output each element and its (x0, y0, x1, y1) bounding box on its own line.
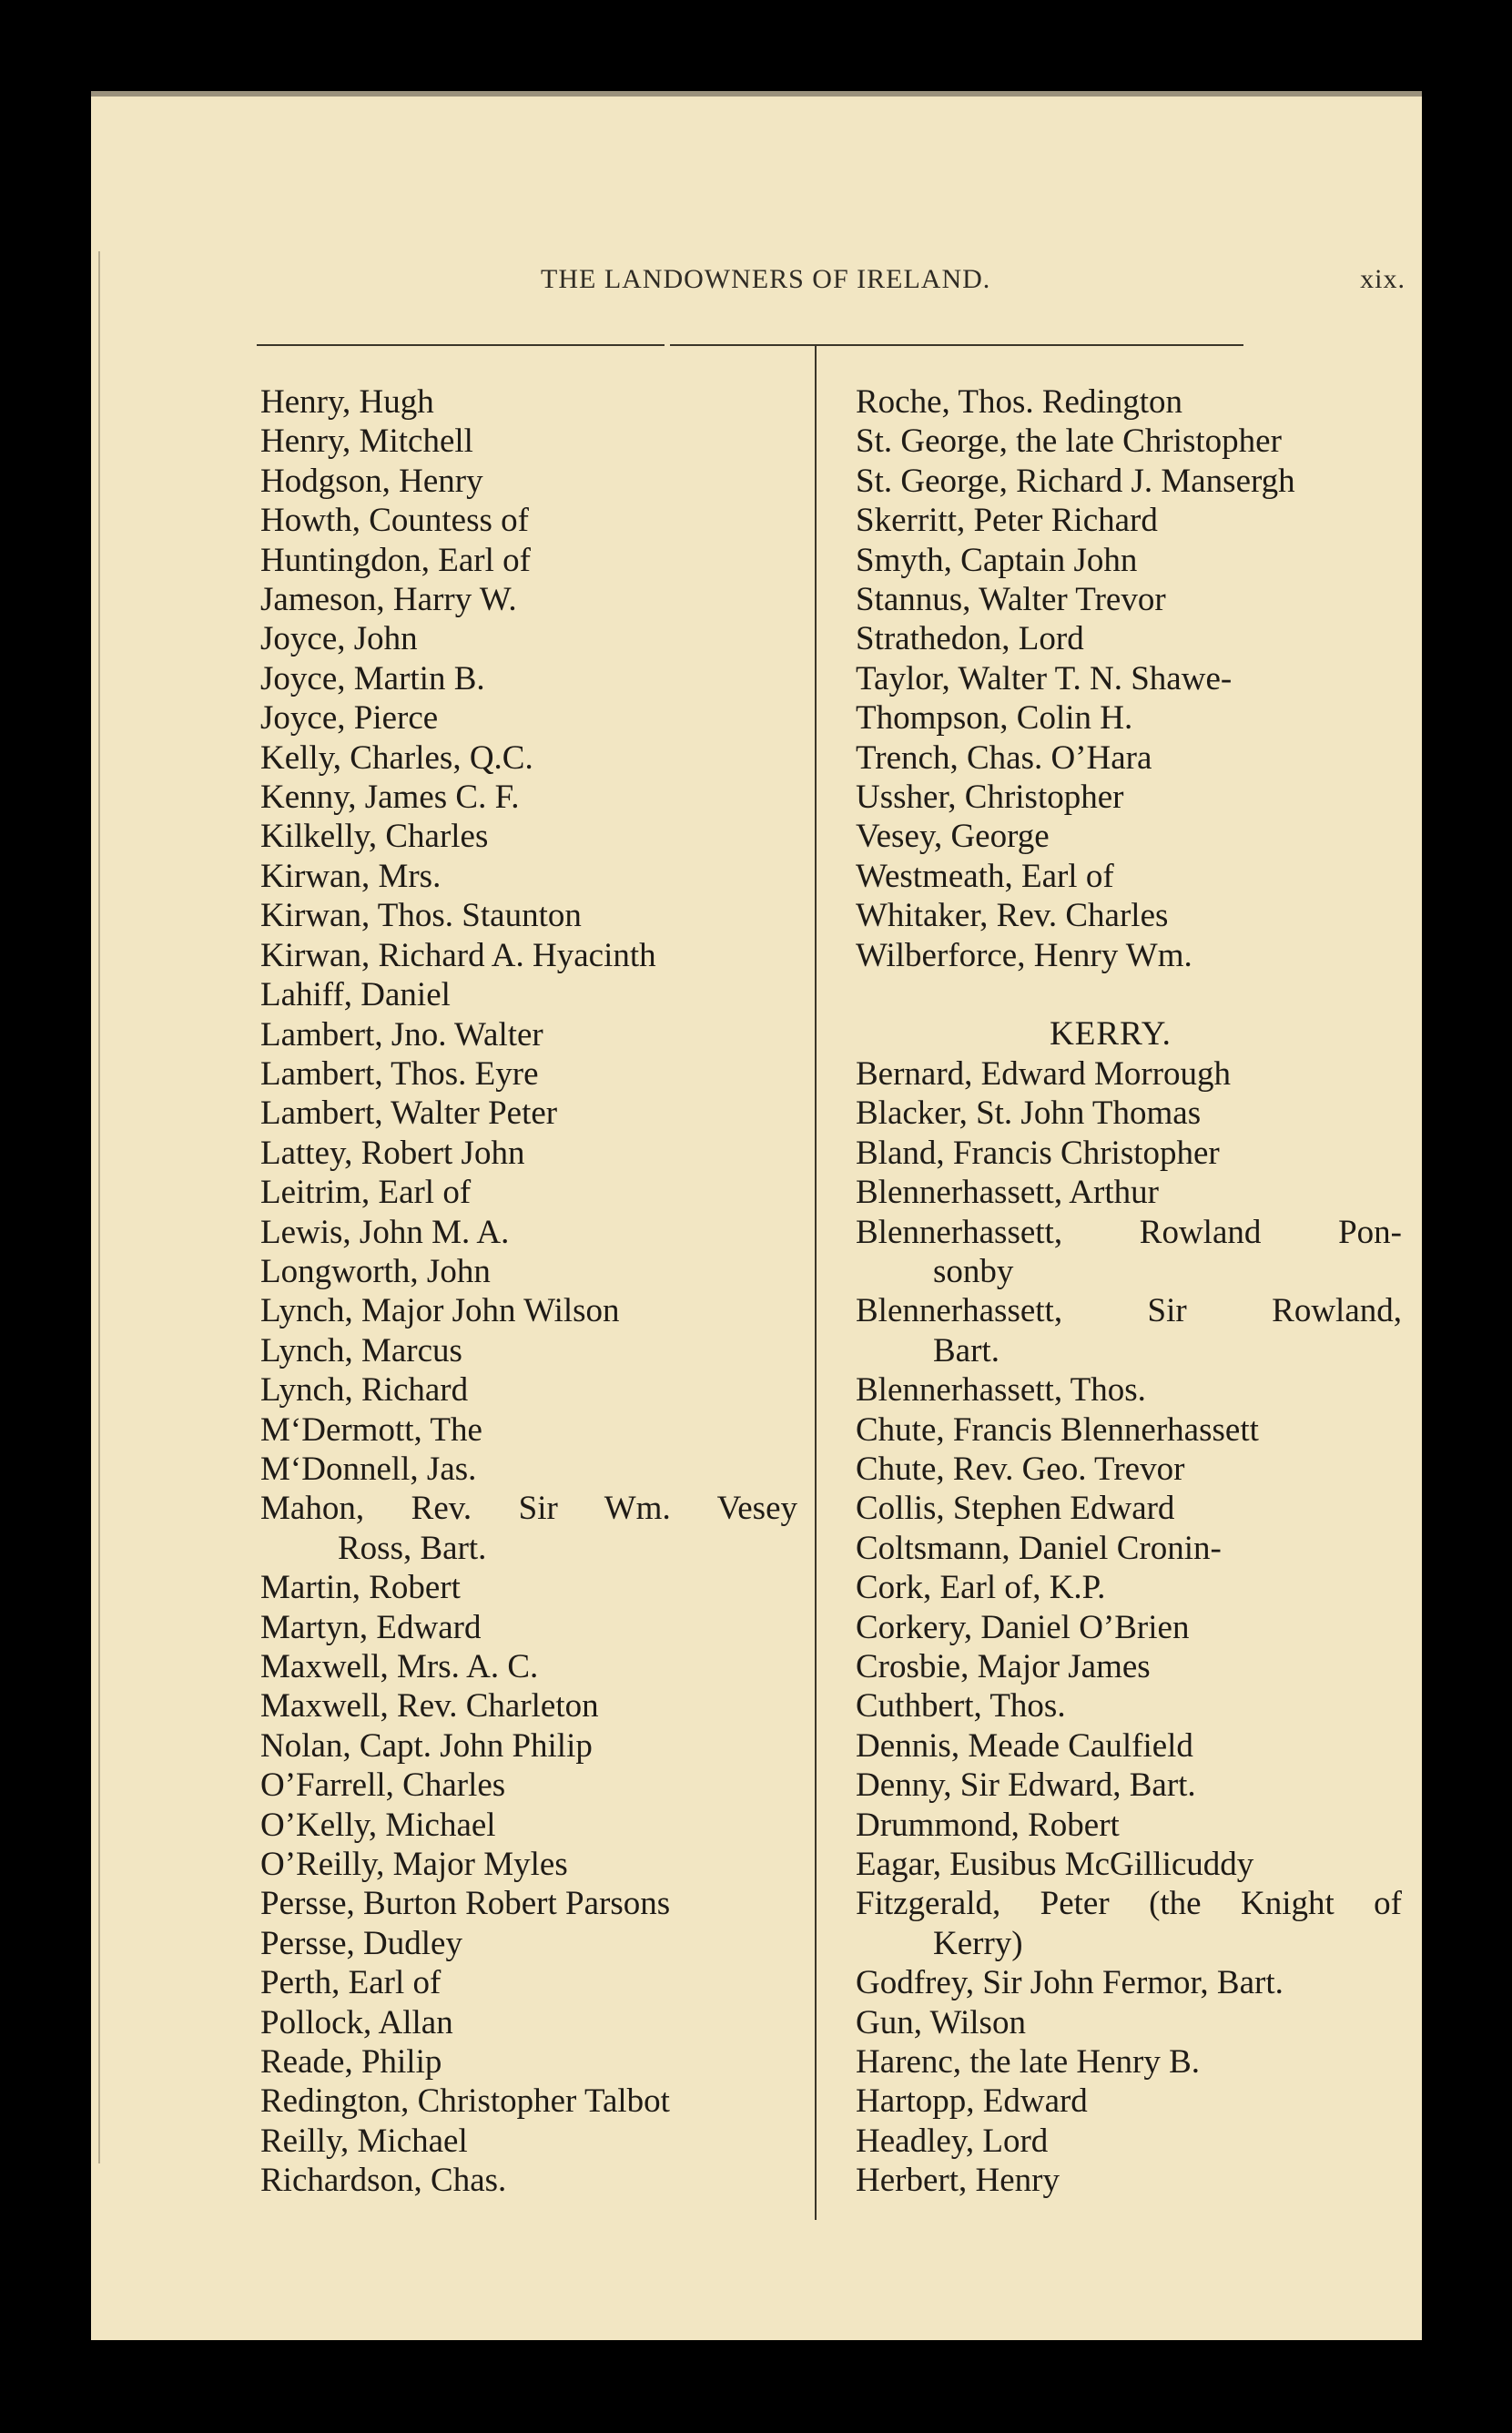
landowner-name: Thompson, Colin H. (856, 699, 1133, 738)
landowner-name: Harenc, the late Henry B. (856, 2043, 1201, 2082)
landowner-name: Corkery, Daniel O’Brien (856, 1608, 1190, 1646)
landowner-entry (856, 1568, 1402, 1607)
landowner-name: Headley, Lord (856, 2122, 1049, 2160)
landowner-name: O’Farrell, Charles (260, 1766, 506, 1805)
landowner-entry (856, 1608, 1402, 1647)
landowner-name: Howth, Countess of (260, 502, 529, 540)
landowner-name: Lambert, Thos. Eyre (260, 1054, 539, 1093)
landowner-entry (260, 580, 797, 619)
landowner-entry (856, 2042, 1402, 2082)
landowner-entry (260, 1450, 797, 1489)
landowner-name: Drummond, Robert (856, 1806, 1120, 1844)
landowner-name: Lynch, Marcus (260, 1331, 462, 1369)
landowner-name: Nolan, Capt. John Philip (260, 1726, 593, 1765)
landowner-entry (856, 2122, 1402, 2161)
landowner-entry (260, 975, 797, 1014)
landowner-entry (856, 462, 1402, 501)
landowner-name: Gun, Wilson (856, 2003, 1026, 2041)
landowner-entry (260, 2042, 797, 2082)
landowner-name: Kilkelly, Charles (260, 818, 489, 856)
landowner-name: Coltsmann, Daniel Cronin- (856, 1529, 1222, 1567)
landowner-entry (856, 1647, 1402, 1686)
landowner-name-continuation: sonby (933, 1252, 1014, 1290)
landowner-entry (260, 382, 797, 422)
landowner-entry (856, 1845, 1402, 1884)
landowner-entry (856, 1213, 1402, 1292)
left-column (260, 382, 797, 2201)
right-column (856, 382, 1402, 2201)
landowner-name: Cork, Earl of, K.P. (856, 1569, 1106, 1607)
landowner-entry (260, 2082, 797, 2121)
landowner-entry (260, 1726, 797, 1766)
landowner-name: O’Reilly, Major Myles (260, 1846, 568, 1884)
landowner-name: Wilberforce, Henry Wm. (856, 936, 1192, 974)
landowner-entry (856, 422, 1402, 461)
landowner-name: Martyn, Edward (260, 1608, 482, 1646)
landowner-entry (856, 1134, 1402, 1173)
landowner-name: Perth, Earl of (260, 1964, 441, 2002)
landowner-entry (260, 857, 797, 896)
landowner-name: Bland, Francis Christopher (856, 1134, 1220, 1172)
landowner-name: Blacker, St. John Thomas (856, 1094, 1202, 1133)
landowner-entry (856, 1450, 1402, 1489)
landowner-name: Pollock, Allan (260, 2003, 453, 2041)
landowner-name: M‘Dermott, The (260, 1410, 482, 1449)
landowner-entry (260, 1370, 797, 1410)
landowner-name: M‘Donnell, Jas. (260, 1450, 477, 1488)
landowner-entry (260, 1015, 797, 1054)
landowner-name: Lattey, Robert John (260, 1134, 525, 1172)
landowner-name: Joyce, John (260, 620, 418, 658)
landowner-name: Kirwan, Mrs. (260, 857, 441, 895)
running-head (91, 264, 1422, 310)
landowner-name: Hodgson, Henry (260, 462, 483, 500)
landowner-name: Hartopp, Edward (856, 2082, 1088, 2121)
header-rule-right (670, 344, 1243, 346)
landowner-entry (260, 659, 797, 698)
landowner-name: Huntingdon, Earl of (260, 541, 531, 579)
right-column-entries (856, 382, 1402, 975)
landowner-entry (856, 382, 1402, 422)
landowner-name: Joyce, Pierce (260, 699, 439, 738)
landowner-entry (260, 422, 797, 461)
landowner-name: Vesey, George (856, 818, 1050, 856)
landowner-entry (260, 1884, 797, 1923)
landowner-name: Reade, Philip (260, 2043, 442, 2082)
landowner-entry (856, 2003, 1402, 2042)
landowner-entry (856, 1370, 1402, 1410)
landowner-entry (856, 619, 1402, 658)
landowner-name: Kelly, Charles, Q.C. (260, 738, 533, 777)
landowner-name: Mahon, Rev. Sir Wm. Vesey (260, 1490, 797, 1528)
landowner-name: Henry, Mitchell (260, 422, 473, 461)
landowner-entry (260, 1331, 797, 1370)
landowner-entry (260, 1252, 797, 1291)
kerry-entries (856, 1054, 1402, 2201)
landowner-entry (856, 1489, 1402, 1528)
landowner-entry (856, 1054, 1402, 1094)
landowner-entry (856, 1884, 1402, 1963)
landowner-entry (856, 1529, 1402, 1568)
landowner-entry (856, 2082, 1402, 2121)
landowner-name: Richardson, Chas. (260, 2162, 507, 2200)
landowner-entry (260, 1845, 797, 1884)
landowner-entry (856, 936, 1402, 975)
landowner-name: Persse, Burton Robert Parsons (260, 1885, 671, 1923)
landowner-entry (856, 896, 1402, 935)
landowner-name: Lahiff, Daniel (260, 976, 451, 1014)
landowner-entry (260, 936, 797, 975)
landowner-name: Cuthbert, Thos. (856, 1687, 1066, 1725)
landowner-entry (260, 541, 797, 580)
book-page (91, 91, 1422, 2340)
landowner-name: Dennis, Meade Caulfield (856, 1726, 1193, 1765)
landowner-name: Trench, Chas. O’Hara (856, 738, 1152, 777)
landowner-entry (260, 619, 797, 658)
page-edge-rule (98, 251, 100, 2163)
landowner-name: Herbert, Henry (856, 2162, 1060, 2200)
landowner-entry (856, 580, 1402, 619)
landowner-name: Reilly, Michael (260, 2122, 468, 2160)
landowner-entry (260, 2003, 797, 2042)
landowner-entry (260, 1924, 797, 1963)
landowner-entry (856, 541, 1402, 580)
landowner-name: Collis, Stephen Edward (856, 1490, 1175, 1528)
running-title: THE LANDOWNERS OF IRELAND. (541, 264, 991, 294)
landowner-name: Denny, Sir Edward, Bart. (856, 1766, 1196, 1805)
landowner-name: Persse, Dudley (260, 1924, 462, 1962)
landowner-name: Smyth, Captain John (856, 541, 1138, 579)
landowner-name: Lambert, Walter Peter (260, 1094, 558, 1133)
landowner-name: Blennerhassett, Sir Rowland, (856, 1292, 1402, 1330)
landowner-entry (856, 1410, 1402, 1450)
landowner-name: Bernard, Edward Morrough (856, 1054, 1232, 1093)
landowner-entry (260, 817, 797, 856)
landowner-entry (260, 1806, 797, 1845)
landowner-entry (260, 778, 797, 817)
landowner-name-continuation: Kerry) (933, 1924, 1023, 1962)
landowner-name: Kenny, James C. F. (260, 779, 520, 817)
column-divider (815, 344, 817, 2220)
landowner-name: Lewis, John M. A. (260, 1213, 510, 1251)
landowner-entry (856, 659, 1402, 698)
landowner-entry (260, 1608, 797, 1647)
landowner-name: Skerritt, Peter Richard (856, 502, 1158, 540)
landowner-entry (856, 1806, 1402, 1845)
landowner-entry (856, 1291, 1402, 1370)
landowner-name: Lynch, Major John Wilson (260, 1292, 620, 1330)
landowner-name: Eagar, Eusibus McGillicuddy (856, 1846, 1254, 1884)
landowner-name: Jameson, Harry W. (260, 581, 517, 619)
landowner-entry (856, 778, 1402, 817)
landowner-entry (856, 1726, 1402, 1766)
section-heading-kerry: KERRY. (1050, 1015, 1172, 1054)
landowner-entry (260, 501, 797, 540)
landowner-entry (260, 1054, 797, 1094)
landowner-name: Blennerhassett, Thos. (856, 1371, 1146, 1410)
landowner-entry (260, 698, 797, 738)
landowner-name: Crosbie, Major James (856, 1647, 1151, 1685)
landowner-entry (856, 1963, 1402, 2002)
landowner-name: Stannus, Walter Trevor (856, 581, 1166, 619)
landowner-entry (856, 817, 1402, 856)
landowner-name: Maxwell, Mrs. A. C. (260, 1648, 539, 1685)
landowner-name-continuation: Ross, Bart. (338, 1529, 487, 1567)
landowner-name: St. George, the late Christopher (856, 422, 1282, 461)
landowner-name: Strathedon, Lord (856, 620, 1084, 658)
landowner-name: Chute, Rev. Geo. Trevor (856, 1450, 1185, 1488)
landowner-name: Henry, Hugh (260, 383, 434, 421)
landowner-entry (856, 1094, 1402, 1133)
landowner-entry (260, 1489, 797, 1568)
landowner-name: Godfrey, Sir John Fermor, Bart. (856, 1964, 1284, 2002)
landowner-entry (260, 1094, 797, 1133)
landowner-entry (260, 1134, 797, 1173)
landowner-entry (856, 698, 1402, 738)
landowner-entry (856, 2161, 1402, 2200)
landowner-name: Blennerhassett, Arthur (856, 1174, 1159, 1212)
landowner-name: Longworth, John (260, 1252, 491, 1290)
landowner-entry (260, 1686, 797, 1725)
landowner-name: Lynch, Richard (260, 1371, 469, 1410)
landowner-name: Kirwan, Thos. Staunton (260, 897, 582, 935)
landowner-entry (260, 1963, 797, 2002)
landowner-name: Redington, Christopher Talbot (260, 2082, 670, 2121)
landowner-name-continuation: Bart. (933, 1331, 1000, 1369)
landowner-entry (260, 2161, 797, 2200)
landowner-entry (260, 462, 797, 501)
landowner-entry (856, 1686, 1402, 1725)
landowner-entry (260, 1647, 797, 1686)
landowner-name: Roche, Thos. Redington (856, 383, 1183, 421)
landowner-name: Chute, Francis Blennerhassett (856, 1410, 1259, 1449)
landowner-entry (856, 1173, 1402, 1212)
landowner-name: Taylor, Walter T. N. Shawe- (856, 659, 1233, 697)
header-rule-left (257, 344, 665, 346)
landowner-entry (260, 1568, 797, 1607)
page-number: xix. (1360, 264, 1405, 294)
landowner-name: Joyce, Martin B. (260, 659, 485, 697)
landowner-name: Leitrim, Earl of (260, 1174, 472, 1212)
landowner-entry (260, 1766, 797, 1805)
landowner-name: Martin, Robert (260, 1569, 461, 1607)
landowner-name: Lambert, Jno. Walter (260, 1015, 543, 1054)
landowner-entry (260, 1213, 797, 1252)
landowner-name: Kirwan, Richard A. Hyacinth (260, 936, 656, 974)
landowner-entry (260, 896, 797, 935)
landowner-entry (260, 1410, 797, 1450)
landowner-entry (856, 1766, 1402, 1805)
landowner-entry (856, 857, 1402, 896)
landowner-name: Whitaker, Rev. Charles (856, 897, 1169, 935)
landowner-entry (260, 2122, 797, 2161)
landowner-name: O’Kelly, Michael (260, 1806, 496, 1844)
landowner-name: St. George, Richard J. Mansergh (856, 462, 1295, 500)
landowner-entry (856, 738, 1402, 778)
landowner-entry (856, 501, 1402, 540)
landowner-name: Fitzgerald, Peter (the Knight of (856, 1885, 1402, 1923)
landowner-name: Blennerhassett, Rowland Pon- (856, 1213, 1402, 1251)
landowner-entry (260, 1291, 797, 1330)
landowner-name: Westmeath, Earl of (856, 857, 1114, 895)
landowner-entry (260, 738, 797, 778)
landowner-entry (260, 1173, 797, 1212)
landowner-name: Ussher, Christopher (856, 779, 1124, 817)
landowner-name: Maxwell, Rev. Charleton (260, 1687, 599, 1725)
